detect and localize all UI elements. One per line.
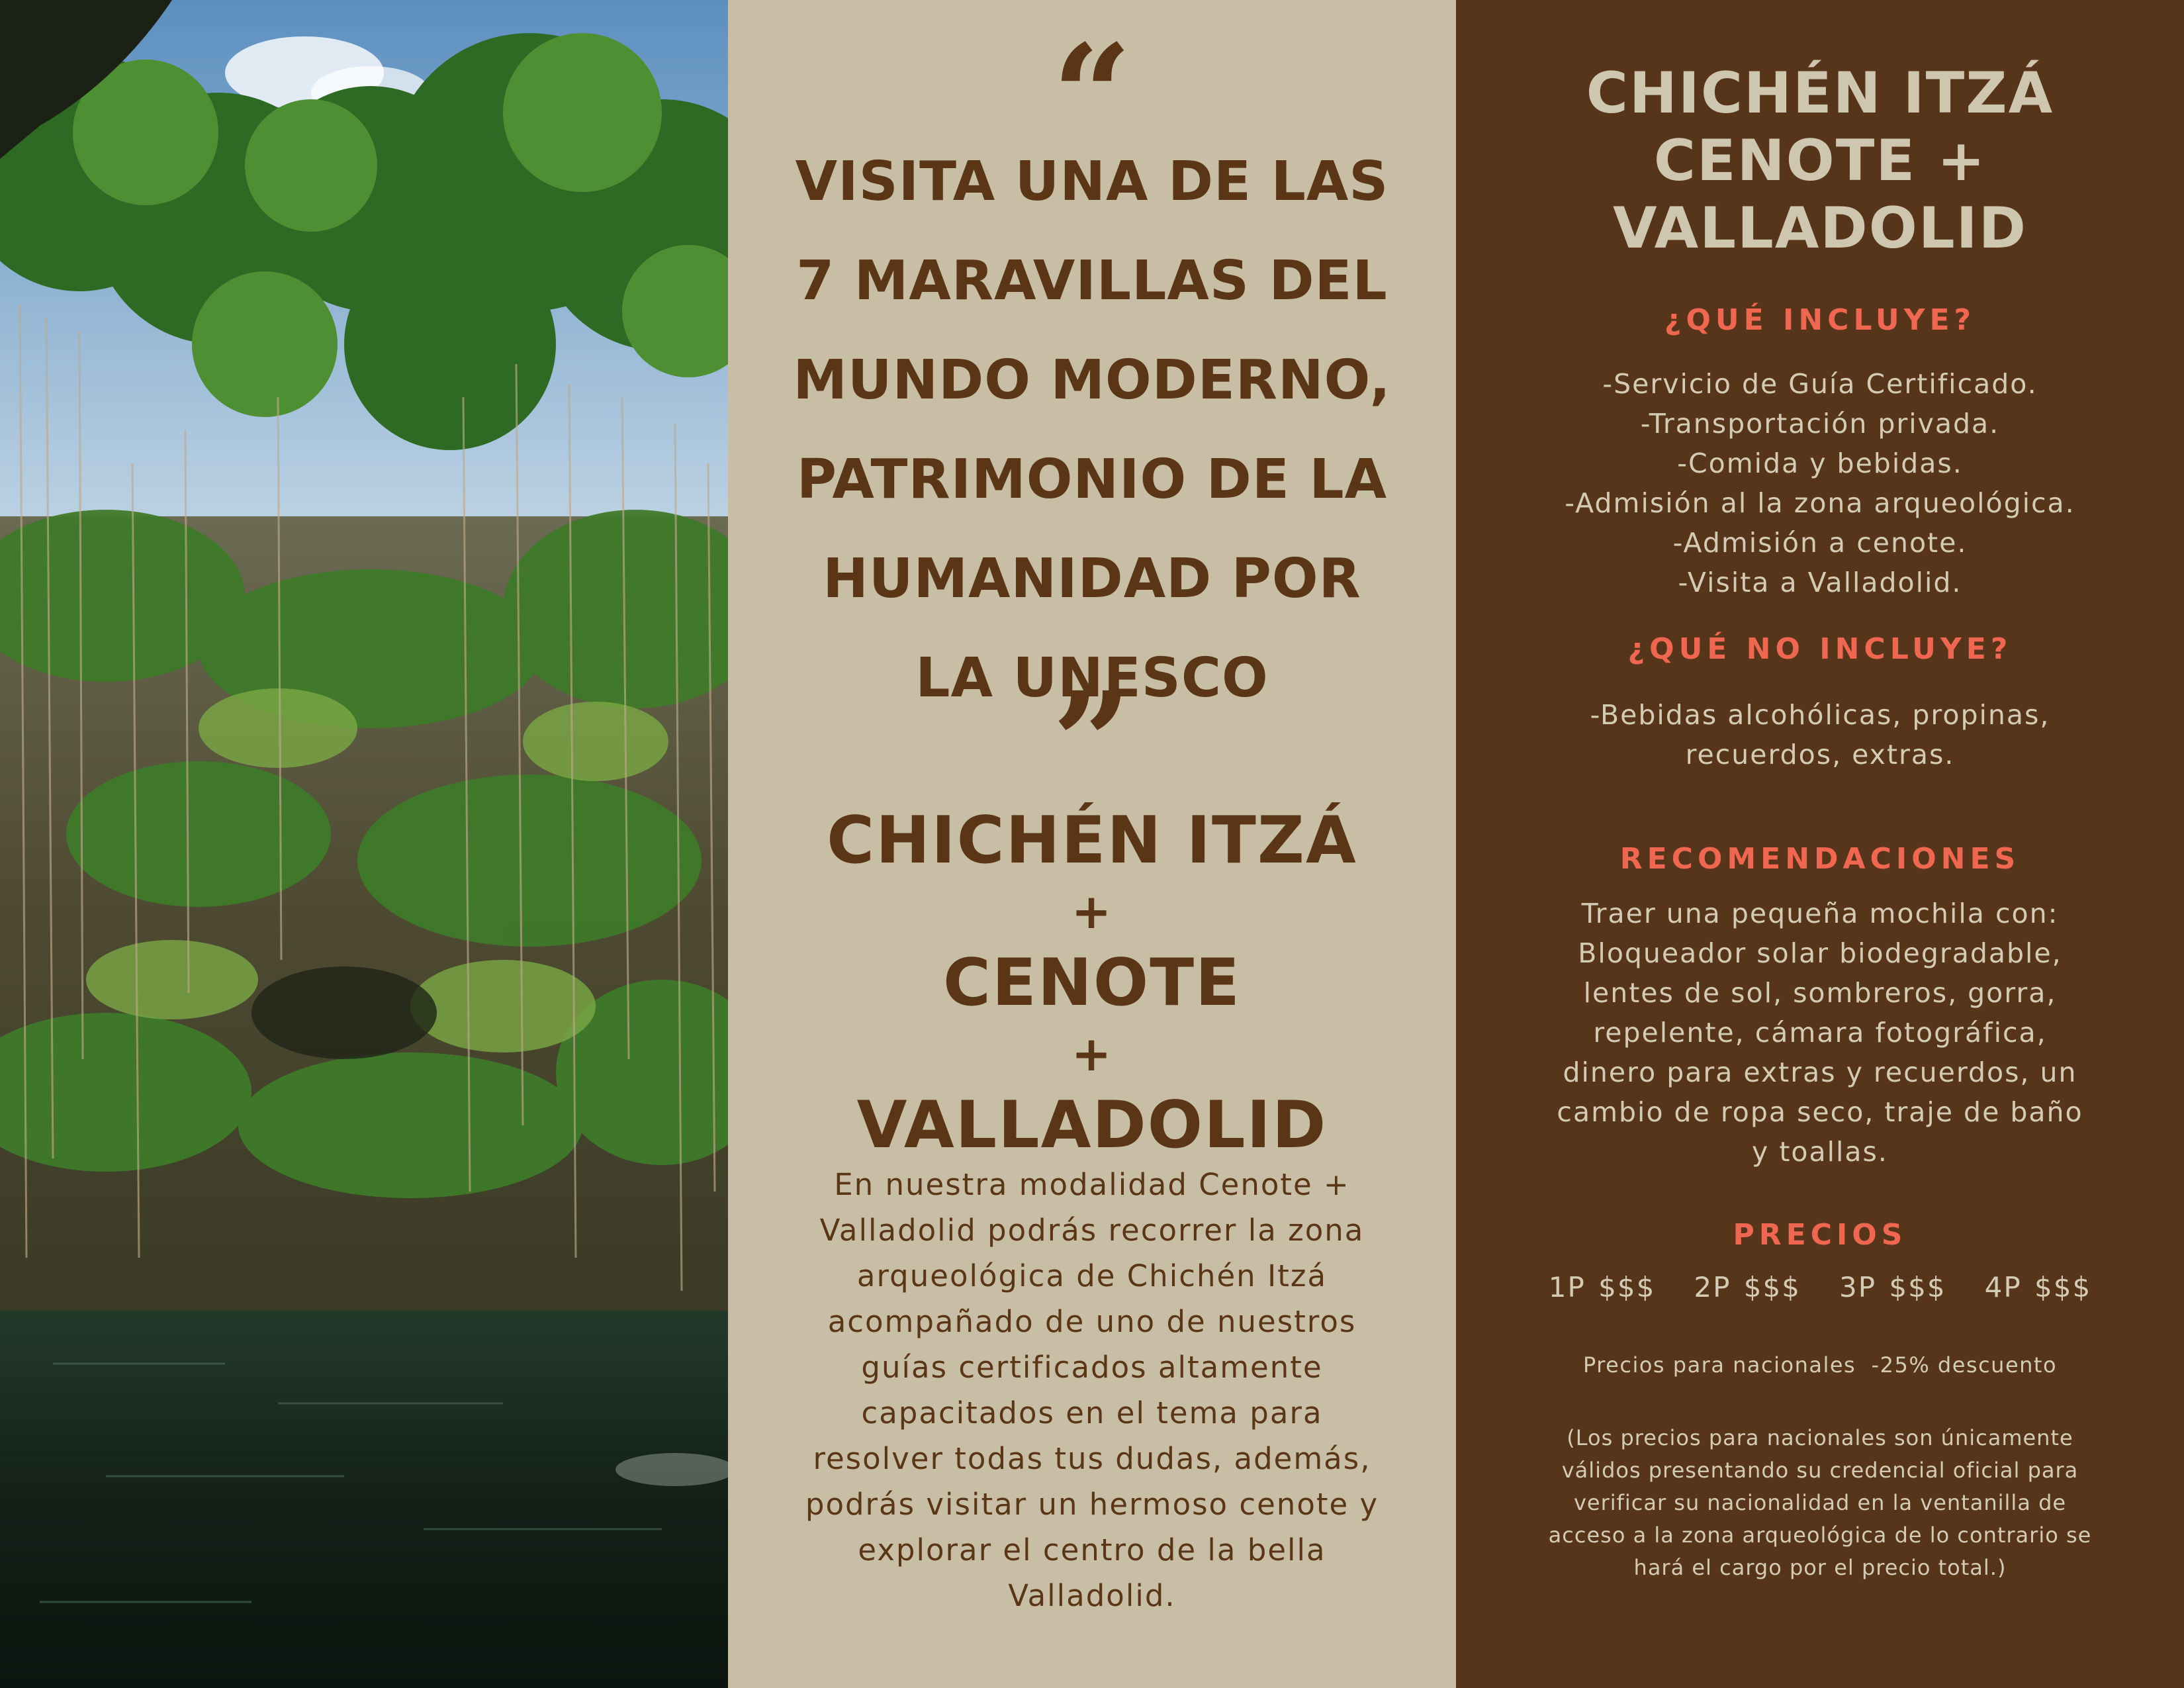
intro-panel [728,0,1456,1688]
recommendation-line: lentes de sol, sombreros, gorra, [1583,977,2057,1009]
excludes-list [1456,695,2184,774]
close-quote-icon: ” [1052,661,1132,825]
recommendation-line: cambio de ropa seco, traje de baño [1557,1096,2083,1128]
recommendation-line: dinero para extras y recuerdos, un [1563,1056,2077,1088]
headline-line: 7 MARAVILLAS DEL [796,250,1388,312]
headline-line: PATRIMONIO DE LA [796,448,1388,511]
open-quote-icon: “ [1052,14,1132,177]
details-title [1456,60,2184,262]
tour-title-plus: + [1071,884,1113,939]
headline-line: VISITA UNA DE LAS [795,150,1389,213]
recommendation-line: y toallas. [1752,1136,1888,1168]
list-item: -Comida y bebidas. [1677,447,1963,479]
list-item: recuerdos, extras. [1685,739,1955,771]
tour-title-line: CENOTE [943,945,1241,1021]
details-title-line: CENOTE + [1653,128,1987,194]
list-item: -Servicio de Guía Certificado. [1602,368,2038,400]
recommendations-text [1456,894,2184,1172]
description-line: resolver todas tus dudas, además, [813,1441,1371,1476]
recommendation-line: Bloqueador solar biodegradable, [1578,937,2062,969]
details-panel [1456,0,2184,1688]
tour-title-line: CHICHÉN ITZÁ [827,803,1357,878]
excludes-heading: ¿QUÉ NO INCLUYE? [1627,632,2013,666]
cenote-photo [0,0,728,1688]
disclaimer-line: válidos presentando su credencial oficial para [1561,1458,2079,1483]
tour-title-plus: + [1071,1026,1113,1082]
description-line: arqueológica de Chichén Itzá [856,1258,1328,1293]
list-item: -Admisión al la zona arqueológica. [1565,487,2075,519]
description-line: capacitados en el tema para [861,1395,1323,1430]
prices-heading: PRECIOS [1733,1218,1907,1252]
tour-description [774,1162,1410,1618]
prices-line: 1P $$$ 2P $$$ 3P $$$ 4P $$$ [1548,1271,2092,1303]
disclaimer-line: acceso a la zona arqueológica de lo contrario se [1548,1523,2092,1548]
list-item: -Transportación privada. [1640,408,2000,440]
description-line: Valladolid. [1008,1578,1176,1613]
tour-title-line: VALLADOLID [856,1088,1328,1163]
details-title-line: CHICHÉN ITZÁ [1586,60,2054,126]
description-line: podrás visitar un hermoso cenote y [805,1487,1379,1522]
headline-line: HUMANIDAD POR [823,547,1361,610]
includes-list [1456,364,2184,602]
recommendation-line: repelente, cámara fotográfica, [1593,1017,2047,1049]
description-line: acompañado de uno de nuestros [827,1304,1357,1339]
list-item: -Bebidas alcohólicas, propinas, [1590,699,2050,731]
headline [754,132,1430,728]
headline-line: MUNDO MODERNO, [793,349,1391,412]
disclaimer-line: (Los precios para nacionales son únicamente [1567,1425,2073,1450]
list-item: -Visita a Valladolid. [1678,567,1962,598]
disclaimer-line: verificar su nacionalidad en la ventanilla de [1573,1490,2067,1515]
description-line: guías certificados altamente [861,1350,1323,1385]
tour-title [728,801,1456,1165]
description-line: explorar el centro de la bella [858,1532,1326,1568]
details-title-line: VALLADOLID [1612,195,2028,261]
recommendation-line: Traer una pequeña mochila con: [1581,898,2059,929]
headline-line: LA UNESCO [915,647,1269,710]
includes-heading: ¿QUÉ INCLUYE? [1664,303,1976,337]
disclaimer-line: hará el cargo por el precio total.) [1633,1555,2007,1580]
list-item: -Admisión a cenote. [1672,527,1968,559]
description-line: Valladolid podrás recorrer la zona [819,1213,1365,1248]
description-line: En nuestra modalidad Cenote + [834,1167,1350,1202]
discount-note: Precios para nacionales -25% descuento [1582,1352,2058,1378]
recommendations-heading: RECOMENDACIONES [1619,842,2021,876]
price-disclaimer [1535,1422,2105,1584]
